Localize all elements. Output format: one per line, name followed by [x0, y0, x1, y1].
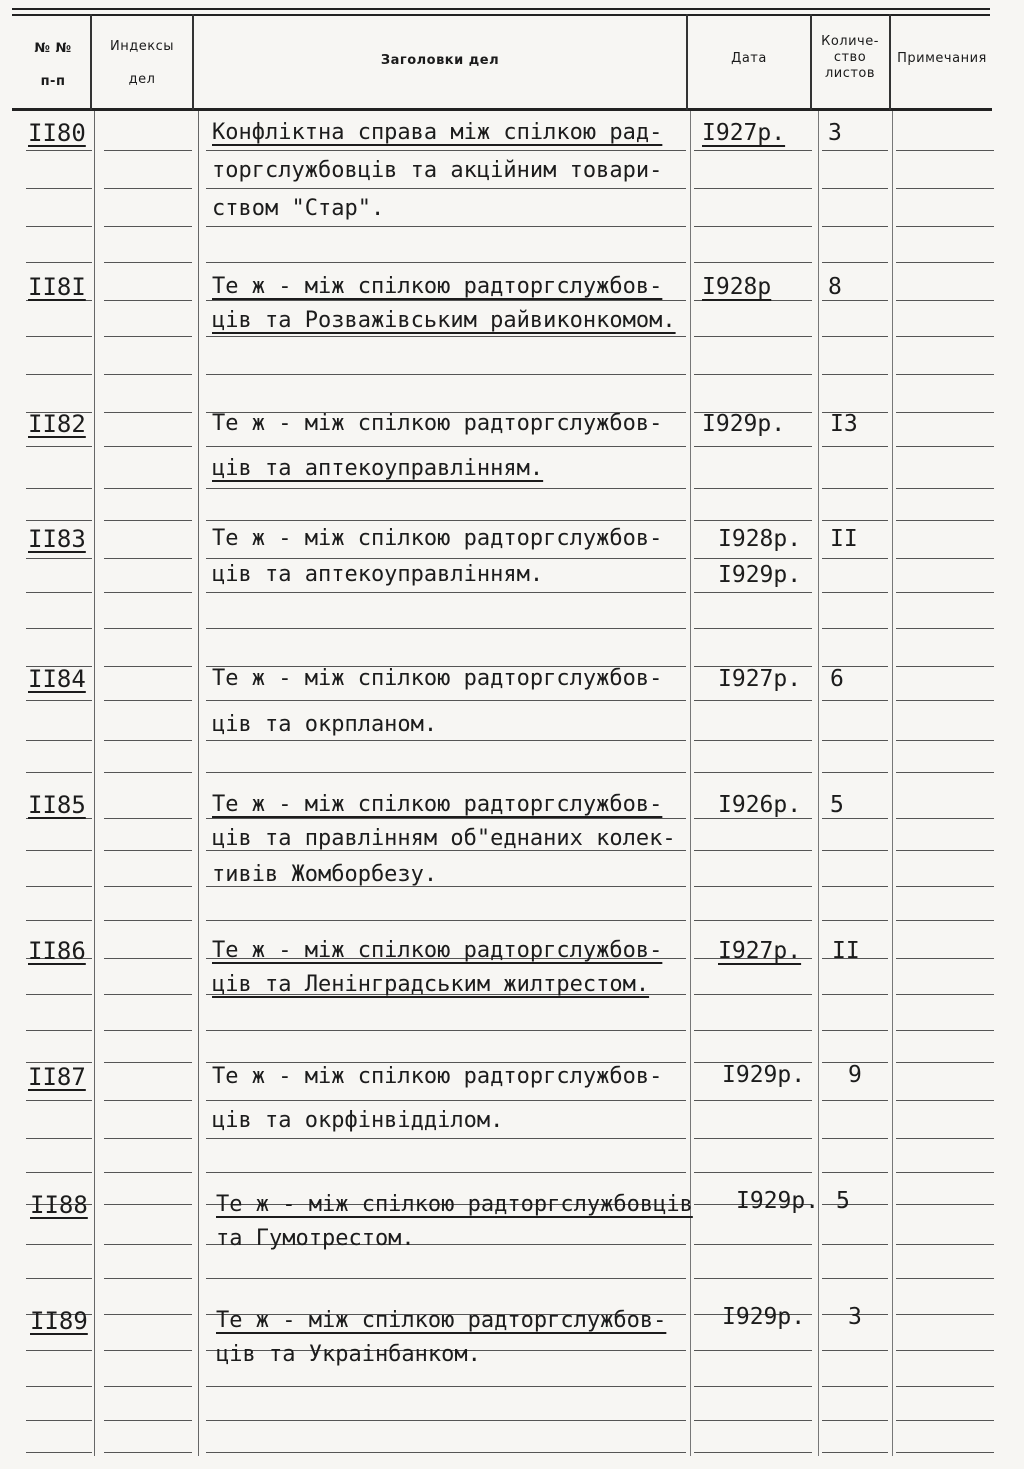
ruled-line	[206, 446, 686, 447]
case-date: I929р.	[702, 411, 786, 437]
ruled-line	[822, 1244, 888, 1245]
ruled-line	[104, 886, 192, 887]
case-title-line: цiв та правлiнням об"еднаних колек-	[212, 826, 676, 851]
body-divider	[892, 111, 893, 1456]
case-date: I929р.	[722, 1062, 806, 1088]
ruled-line	[26, 1452, 92, 1453]
ruled-line	[104, 628, 192, 629]
ruled-line	[694, 1386, 812, 1387]
case-title-line: Те ж - мiж спiлкою радторгслужбов-	[212, 1064, 663, 1089]
ruled-line	[104, 412, 192, 413]
ruled-line	[694, 1100, 812, 1101]
ruled-line	[896, 700, 994, 701]
ruled-line	[206, 262, 686, 263]
case-number: II88	[30, 1191, 88, 1219]
ruled-line	[26, 1278, 92, 1279]
case-title-line: торгслужбовцiв та акцiйним товари-	[212, 158, 663, 183]
ruled-line	[694, 1452, 812, 1453]
ruled-line	[694, 920, 812, 921]
ruled-line	[896, 886, 994, 887]
case-date: I929р.	[736, 1188, 820, 1214]
ruled-line	[206, 1030, 686, 1031]
ruled-line	[26, 1420, 92, 1421]
ruled-line	[896, 300, 994, 301]
ruled-line	[822, 374, 888, 375]
ruled-line	[896, 1138, 994, 1139]
case-date: I927р.	[718, 938, 802, 964]
case-title-line: ством "Стар".	[212, 196, 385, 221]
ruled-line	[896, 1314, 994, 1315]
ruled-line	[206, 628, 686, 629]
case-sheets: 3	[828, 120, 842, 146]
ruled-line	[896, 1100, 994, 1101]
ruled-line	[104, 994, 192, 995]
body-divider	[818, 111, 819, 1456]
header-divider	[686, 14, 688, 110]
ruled-line	[694, 188, 812, 189]
ruled-line	[206, 920, 686, 921]
ruled-line	[26, 1172, 92, 1173]
header-number-line1: № №	[34, 41, 72, 56]
ruled-line	[694, 1138, 812, 1139]
case-title-line: Те ж - мiж спiлкою радторгслужбов-	[212, 411, 663, 436]
case-number: II8I	[28, 273, 86, 301]
ruled-line	[822, 1204, 888, 1205]
ruled-line	[104, 920, 192, 921]
ruled-line	[822, 1030, 888, 1031]
case-number: II80	[28, 119, 86, 147]
ruled-line	[694, 488, 812, 489]
ruled-line	[104, 262, 192, 263]
ruled-line	[896, 772, 994, 773]
ruled-line	[104, 300, 192, 301]
ruled-line	[104, 1204, 192, 1205]
ruled-line	[26, 188, 92, 189]
header-number-line2: п-п	[40, 74, 66, 89]
ruled-line	[206, 1386, 686, 1387]
ruled-line	[694, 226, 812, 227]
case-sheets: I3	[830, 411, 858, 437]
header-date-col: Дата	[731, 51, 767, 66]
ruled-line	[694, 850, 812, 851]
ruled-line	[822, 1350, 888, 1351]
case-title-line: цiв та окрфiнвiддiлом.	[212, 1108, 504, 1133]
ruled-line	[896, 1062, 994, 1063]
ruled-line	[822, 446, 888, 447]
case-title-line: Те ж - мiж спiлкою радторгслужбов-	[216, 1308, 667, 1333]
ruled-line	[896, 740, 994, 741]
ruled-line	[104, 446, 192, 447]
ruled-line	[206, 700, 686, 701]
ruled-line	[26, 262, 92, 263]
case-title-line: Те ж - мiж спiлкою радторгслужбов-	[212, 792, 663, 817]
ruled-line	[26, 1386, 92, 1387]
case-sheets: 5	[830, 792, 844, 818]
case-date: I926р.	[718, 792, 802, 818]
ruled-line	[896, 1278, 994, 1279]
ruled-line	[206, 772, 686, 773]
ruled-line	[896, 374, 994, 375]
header-divider	[192, 14, 194, 110]
case-title-line: цiв та аптекоуправлiнням.	[212, 456, 544, 481]
ruled-line	[26, 994, 92, 995]
ruled-line	[26, 700, 92, 701]
ruled-line	[26, 628, 92, 629]
ruled-line	[896, 1030, 994, 1031]
case-number: II89	[30, 1307, 88, 1335]
ruled-line	[694, 374, 812, 375]
ruled-line	[822, 700, 888, 701]
ruled-line	[822, 592, 888, 593]
ruled-line	[104, 818, 192, 819]
ruled-line	[694, 628, 812, 629]
ruled-line	[104, 850, 192, 851]
body-divider	[94, 111, 95, 1456]
ruled-line	[896, 150, 994, 151]
ruled-line	[694, 1172, 812, 1173]
ruled-line	[822, 336, 888, 337]
ruled-line	[26, 1350, 92, 1351]
case-title-line: цiв та Розважiвським райвиконкомом.	[212, 308, 676, 333]
case-date: I929р.	[718, 562, 802, 588]
ruled-line	[896, 558, 994, 559]
ruled-line	[896, 336, 994, 337]
ruled-line	[26, 886, 92, 887]
ruled-line	[896, 850, 994, 851]
header-bottom-rule	[12, 108, 992, 111]
ruled-line	[822, 188, 888, 189]
case-number: II86	[28, 937, 86, 965]
body-divider	[198, 111, 199, 1456]
ruled-line	[104, 666, 192, 667]
ruled-line	[896, 226, 994, 227]
ruled-line	[26, 740, 92, 741]
ruled-line	[896, 818, 994, 819]
ruled-line	[26, 1100, 92, 1101]
ruled-line	[206, 488, 686, 489]
ruled-line	[104, 1314, 192, 1315]
case-sheets: 3	[848, 1304, 862, 1330]
ruled-line	[104, 740, 192, 741]
case-number: II83	[28, 525, 86, 553]
ruled-line	[822, 628, 888, 629]
ruled-line	[104, 1386, 192, 1387]
ruled-line	[694, 772, 812, 773]
case-title-line: Те ж - мiж спiлкою радторгслужбов-	[212, 274, 663, 299]
ruled-line	[822, 262, 888, 263]
ruled-line	[896, 958, 994, 959]
ruled-line	[896, 1350, 994, 1351]
ruled-line	[206, 1452, 686, 1453]
case-title-line: тивiв Жомборбезу.	[212, 862, 438, 887]
ruled-line	[26, 1138, 92, 1139]
case-title-line: цiв та Ленiнградським жилтрестом.	[212, 972, 650, 997]
ruled-line	[26, 772, 92, 773]
ruled-line	[694, 886, 812, 887]
ruled-line	[26, 558, 92, 559]
ruled-line	[822, 1172, 888, 1173]
ruled-line	[206, 1100, 686, 1101]
ruled-line	[104, 700, 192, 701]
ruled-line	[26, 226, 92, 227]
ruled-line	[896, 1386, 994, 1387]
ruled-line	[104, 958, 192, 959]
ruled-line	[104, 520, 192, 521]
ruled-line	[26, 374, 92, 375]
case-date: I927р.	[718, 666, 802, 692]
ruled-line	[26, 1244, 92, 1245]
ruled-line	[694, 700, 812, 701]
ruled-line	[104, 1062, 192, 1063]
ruled-line	[896, 488, 994, 489]
header-title-col: Заголовки дел	[380, 53, 500, 68]
header-notes-col: Примечания	[897, 51, 987, 66]
case-date: I929р.	[722, 1304, 806, 1330]
ruled-line	[822, 740, 888, 741]
ruled-line	[694, 1350, 812, 1351]
case-number: II84	[28, 665, 86, 693]
ruled-line	[822, 1138, 888, 1139]
ruled-line	[104, 1100, 192, 1101]
ruled-line	[822, 920, 888, 921]
ruled-line	[694, 994, 812, 995]
header-number-col	[20, 40, 86, 90]
case-sheets: 5	[836, 1188, 850, 1214]
ruled-line	[104, 1244, 192, 1245]
ruled-line	[206, 1420, 686, 1421]
ruled-line	[104, 1172, 192, 1173]
ruled-line	[694, 740, 812, 741]
ruled-line	[896, 520, 994, 521]
case-sheets: 9	[848, 1062, 862, 1088]
ruled-line	[896, 446, 994, 447]
case-title-line: цiв та Украiнбанком.	[216, 1342, 481, 1367]
case-sheets: 6	[830, 666, 844, 692]
body-divider	[690, 111, 691, 1456]
ruled-line	[896, 188, 994, 189]
ruled-line	[822, 1452, 888, 1453]
ruled-line	[822, 1386, 888, 1387]
ruled-line	[822, 886, 888, 887]
ruled-line	[104, 374, 192, 375]
ruled-line	[822, 226, 888, 227]
header-index-col	[94, 38, 190, 88]
ruled-line	[26, 488, 92, 489]
ruled-line	[694, 1244, 812, 1245]
ruled-line	[694, 1030, 812, 1031]
ruled-line	[896, 1204, 994, 1205]
ruled-line	[822, 488, 888, 489]
header-sheets-line2: ство	[833, 50, 867, 65]
ruled-line	[104, 592, 192, 593]
ruled-line	[896, 994, 994, 995]
ruled-line	[822, 994, 888, 995]
ruled-line	[694, 1278, 812, 1279]
case-sheets: II	[832, 938, 860, 964]
ruled-line	[104, 1138, 192, 1139]
ruled-line	[896, 1452, 994, 1453]
ruled-line	[822, 850, 888, 851]
ruled-line	[26, 920, 92, 921]
case-title-line: цiв та аптекоуправлiнням.	[212, 562, 544, 587]
case-title-line: Те ж - мiж спiлкою радторгслужбов-	[212, 526, 663, 551]
ruled-line	[104, 150, 192, 151]
header-sheets-line3: листов	[824, 66, 876, 81]
header-sheets-col	[812, 34, 888, 82]
ruled-line	[104, 226, 192, 227]
case-date: I928р.	[718, 526, 802, 552]
ruled-line	[104, 1452, 192, 1453]
ruled-line	[26, 592, 92, 593]
ruled-line	[822, 558, 888, 559]
ruled-line	[104, 1030, 192, 1031]
ruled-line	[104, 1278, 192, 1279]
case-number: II82	[28, 410, 86, 438]
case-date: I927р.	[702, 120, 786, 146]
case-number: II87	[28, 1063, 86, 1091]
ruled-line	[26, 850, 92, 851]
ruled-line	[694, 336, 812, 337]
header-divider	[90, 14, 92, 110]
ruled-line	[104, 336, 192, 337]
case-number: II85	[28, 791, 86, 819]
ruled-line	[896, 1172, 994, 1173]
ruled-line	[896, 628, 994, 629]
ruled-line	[896, 592, 994, 593]
ruled-line	[104, 558, 192, 559]
header-index-line1: Индексы	[110, 39, 174, 54]
top-rule-double	[12, 14, 990, 16]
ruled-line	[26, 336, 92, 337]
ruled-line	[104, 1420, 192, 1421]
ruled-line	[896, 1420, 994, 1421]
ruled-line	[822, 1278, 888, 1279]
ruled-line	[694, 1420, 812, 1421]
ruled-line	[896, 412, 994, 413]
case-title-line: Конфлiктна справа мiж спiлкою рад-	[212, 120, 663, 145]
ruled-line	[896, 262, 994, 263]
case-title-line: Те ж - мiж спiлкою радторгслужбов-	[212, 938, 663, 963]
header-index-line2: дел	[128, 72, 156, 87]
ruled-line	[206, 1278, 686, 1279]
header-sheets-line1: Количе-	[821, 34, 879, 49]
case-title-line: Те ж - мiж спiлкою радторгслужбов-	[212, 666, 663, 691]
ruled-line	[896, 666, 994, 667]
ruled-line	[26, 446, 92, 447]
case-date: I928р	[702, 274, 772, 300]
ruled-line	[26, 1030, 92, 1031]
case-sheets: II	[830, 526, 858, 552]
ruled-line	[694, 262, 812, 263]
case-title-line: та Гумотрестом.	[216, 1226, 415, 1251]
ruled-line	[822, 772, 888, 773]
case-title-line: цiв та окрпланом.	[212, 712, 438, 737]
case-title-line: Те ж - мiж спiлкою радторгслужбовцiв	[216, 1192, 693, 1217]
ruled-line	[822, 1420, 888, 1421]
ruled-line	[896, 920, 994, 921]
ruled-line	[822, 1100, 888, 1101]
ruled-line	[104, 488, 192, 489]
case-sheets: 8	[828, 274, 842, 300]
top-rule	[12, 8, 990, 10]
ruled-line	[206, 1172, 686, 1173]
ruled-line	[694, 446, 812, 447]
ruled-line	[104, 1350, 192, 1351]
ruled-line	[206, 374, 686, 375]
ruled-line	[896, 1244, 994, 1245]
ruled-line	[104, 188, 192, 189]
ruled-line	[104, 772, 192, 773]
